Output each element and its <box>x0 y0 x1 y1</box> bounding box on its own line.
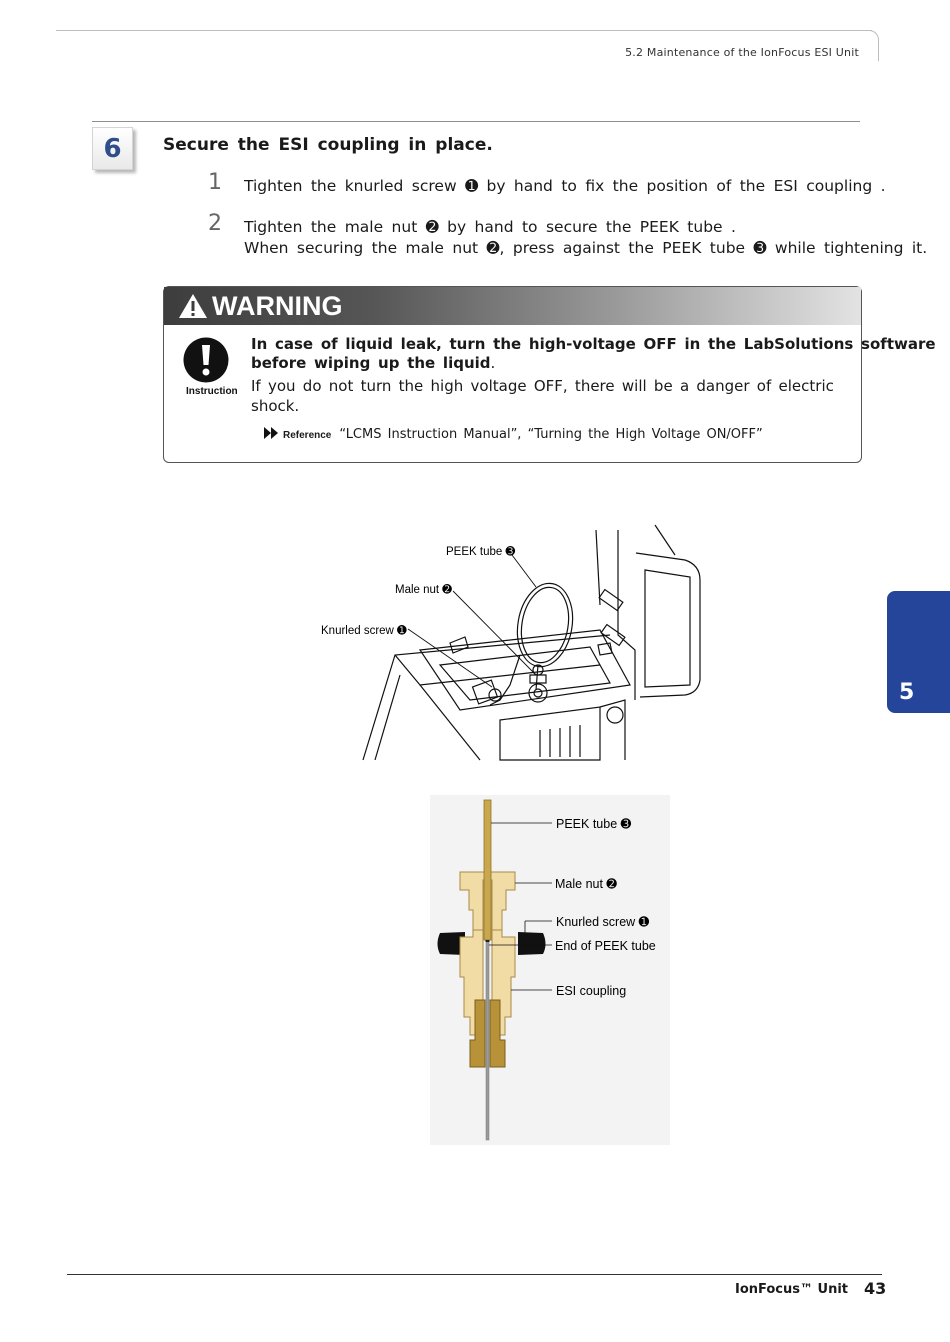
step-title: Secure the ESI coupling in place. <box>163 135 493 155</box>
substep-text: Tighten the knurled screw ➊ by hand to fix the position of the ESI coupling . <box>244 177 886 195</box>
reference-label: Reference <box>283 430 332 441</box>
footer-unit: IonFocus™ Unit <box>735 1282 849 1297</box>
reference-text: “LCMS Instruction Manual”, “Turning the High Voltage ON/OFF” <box>339 427 763 442</box>
substep-number: 1 <box>208 170 222 195</box>
double-arrow-icon <box>264 427 280 439</box>
warning-bold-text: before wiping up the liquid <box>251 354 491 372</box>
warning-header <box>164 287 861 325</box>
callout-peek-tube: PEEK tube ➌ <box>446 546 516 558</box>
reference-line <box>264 427 763 442</box>
callout-male-nut: Male nut ➋ <box>555 877 617 891</box>
callout-male-nut: Male nut ➋ <box>395 584 452 596</box>
page-number: 43 <box>864 1279 887 1298</box>
step-number-badge: 6 <box>92 127 133 170</box>
header-rule <box>56 30 872 31</box>
section-rule <box>92 121 860 122</box>
callout-peek-tube: PEEK tube ➌ <box>556 817 632 831</box>
warning-text: . <box>490 354 496 372</box>
instruction-label: Instruction <box>186 386 238 397</box>
warning-box <box>163 286 936 463</box>
esi-unit-illustration <box>300 525 710 765</box>
instruction-icon <box>183 337 229 383</box>
footer-rule <box>67 1274 882 1275</box>
callout-knurled-screw: Knurled screw ➊ <box>321 625 407 637</box>
warning-title: WARNING <box>212 291 343 321</box>
warning-text: If you do not turn the high voltage OFF, there will be a danger of electric <box>251 377 834 395</box>
warning-triangle-icon <box>178 293 208 319</box>
substep-text: When securing the male nut ➋, press against the PEEK tube ➌ while tightening it. <box>244 239 928 257</box>
callout-peek-end: End of PEEK tube <box>555 939 656 953</box>
substep-text: Tighten the male nut ➋ by hand to secure the PEEK tube . <box>244 218 736 236</box>
chapter-tab <box>887 591 950 713</box>
warning-bold-text: In case of liquid leak, turn the high-voltage OFF in the LabSolutions software <box>251 335 936 353</box>
callout-knurled-screw: Knurled screw ➊ <box>556 915 650 929</box>
substep-number: 2 <box>208 211 222 236</box>
coupling-cross-section <box>430 795 670 1145</box>
warning-text: shock. <box>251 397 300 415</box>
running-header: 5.2 Maintenance of the IonFocus ESI Unit <box>625 46 859 59</box>
callout-esi-coupling: ESI coupling <box>556 984 627 998</box>
chapter-number: 5 <box>899 680 915 705</box>
